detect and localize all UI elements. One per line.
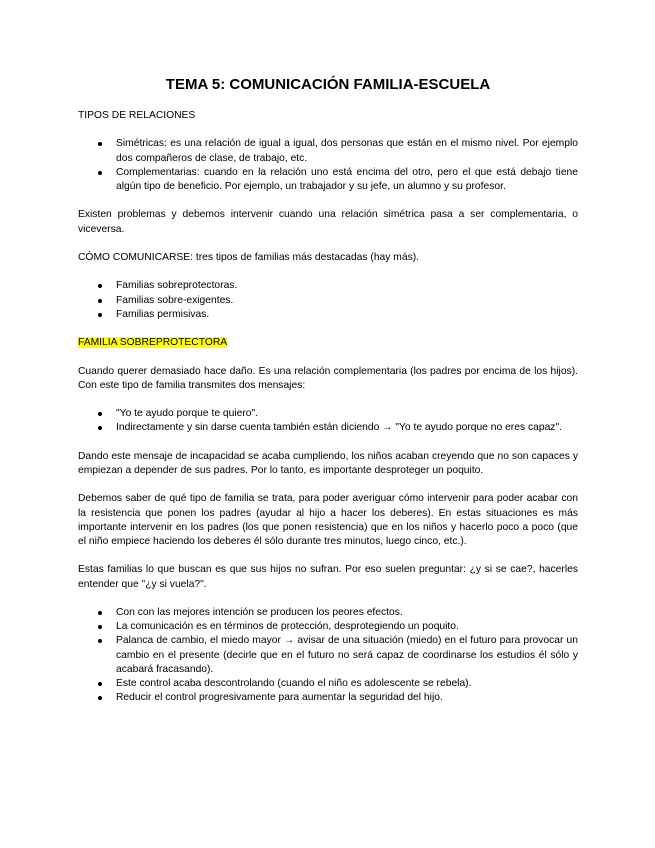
- paragraph: Cuando querer demasiado hace daño. Es una relación complementaria (los padres por encima de los hijos). Con este tipo de familia transmites dos mensajes:: [78, 365, 578, 391]
- mensajes-list: [78, 407, 578, 435]
- list-item: "Yo te ayudo porque te quiero".: [78, 407, 578, 421]
- document-title: TEMA 5: COMUNICACIÓN FAMILIA-ESCUELA: [165, 76, 491, 93]
- paragraph: Debemos saber de qué tipo de familia se trata, para poder averiguar cómo intervenir para poder acabar con la resistencia que ponen los padres (ayudar al hijo a hacer los deberes). En estas situaciones es más importante intervenir en los padres (los que ponen resistencia) que en los niños y hacerlo poco a poco (que el niño empiece haciendo los deberes él sólo durante tres minutos, luego cinco, etc.).: [78, 493, 578, 547]
- tipos-list: [78, 137, 578, 194]
- paragraph: Existen problemas y debemos intervenir cuando una relación simétrica pasa a ser complementaria, o viceversa.: [78, 209, 578, 235]
- list-item: La comunicación es en términos de protección, desprotegiendo un poquito.: [78, 620, 578, 634]
- list-item: Familias sobre-exigentes.: [78, 294, 578, 308]
- familias-list: [78, 279, 578, 322]
- paragraph: Estas familias lo que buscan es que sus hijos no sufran. Por eso suelen preguntar: ¿y si se cae?, hacerles entender que "¿y si vuela?".: [78, 564, 578, 590]
- list-item: Familias permisivas.: [78, 308, 578, 322]
- paragraph: Dando este mensaje de incapacidad se acaba cumpliendo, los niños acaban creyendo que no son capaces y empiezan a depender de sus padres. Por lo tanto, es importante desproteger un poquito.: [78, 450, 578, 476]
- section-heading-sobreprotectora: FAMILIA SOBREPROTECTORA: [78, 337, 228, 349]
- paragraph: CÓMO COMUNICARSE: tres tipos de familias más destacadas (hay más).: [78, 251, 420, 263]
- list-item: Palanca de cambio, el miedo mayor → avisar de una situación (miedo) en el futuro para provocar un cambio en el presente (decirle que en el futuro no será capaz de coordinarse los estudios él sólo y acabará fracasando).: [78, 634, 578, 677]
- list-item: Simétricas: es una relación de igual a igual, dos personas que están en el mismo nivel. Por ejemplo dos compañeros de clase, de trabajo, etc.: [78, 137, 578, 165]
- document-page: [78, 75, 578, 720]
- list-item: Este control acaba descontrolando (cuando el niño es adolescente se rebela).: [78, 677, 578, 691]
- final-list: [78, 606, 578, 705]
- list-item: Con con las mejores intención se producen los peores efectos.: [78, 606, 578, 620]
- list-item: Familias sobreprotectoras.: [78, 279, 578, 293]
- list-item: Indirectamente y sin darse cuenta también están diciendo → "Yo te ayudo porque no eres capaz".: [78, 421, 578, 435]
- list-item: Complementarias: cuando en la relación uno está encima del otro, pero el que está debajo tiene algún tipo de beneficio. Por ejemplo, un trabajador y su jefe, un alumno y su profesor.: [78, 166, 578, 194]
- list-item: Reducir el control progresivamente para aumentar la seguridad del hijo.: [78, 691, 578, 705]
- section-heading-tipos: TIPOS DE RELACIONES: [78, 110, 196, 121]
